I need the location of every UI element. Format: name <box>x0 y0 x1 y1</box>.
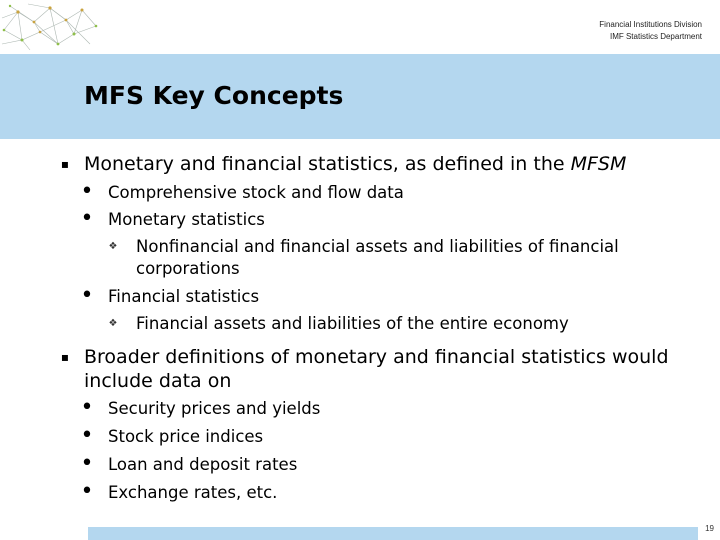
sub-sub-bullet-text: Nonfinancial and financial assets and liabilities of financial corporations <box>136 237 619 278</box>
sub-bullet-monetary <box>80 206 688 231</box>
round-bullet-icon: • <box>80 395 94 420</box>
sub-bullet-text: Security prices and yields <box>108 399 321 418</box>
bullet-text-italic: MFSM <box>570 153 627 175</box>
square-bullet-icon: ▪ <box>60 157 70 171</box>
bullet-broader-definitions <box>60 345 694 393</box>
network-globe-logo <box>0 0 100 52</box>
sub-bullet-text: Stock price indices <box>108 427 264 446</box>
footer-bar <box>88 527 698 540</box>
sub-bullet-exchange-rates <box>80 479 688 504</box>
bullet-mfs-definition <box>60 152 694 176</box>
sub-bullet-financial <box>80 283 688 308</box>
header-division: Financial Institutions Division <box>599 20 702 29</box>
slide-title: MFS Key Concepts <box>84 81 344 110</box>
bullet-text: Monetary and financial statistics, as defined in the <box>84 153 571 175</box>
diamond-bullet-icon: ❖ <box>108 241 118 252</box>
page-number: 19 <box>705 524 714 533</box>
header-org-info <box>599 19 702 43</box>
round-bullet-icon: • <box>80 423 94 448</box>
sub-sub-bullet-text: Financial assets and liabilities of the entire economy <box>136 314 569 333</box>
diamond-bullet-icon: ❖ <box>108 318 118 329</box>
sub-bullet-text: Monetary statistics <box>108 210 265 229</box>
header-department: IMF Statistics Department <box>609 32 702 41</box>
sub-sub-bullet-nonfinancial <box>108 236 681 280</box>
round-bullet-icon: • <box>80 283 94 308</box>
round-bullet-icon: • <box>80 206 94 231</box>
sub-bullet-security-prices <box>80 395 688 420</box>
round-bullet-icon: • <box>80 451 94 476</box>
sub-bullet-loan-deposit <box>80 451 688 476</box>
square-bullet-icon: ▪ <box>60 350 70 364</box>
sub-bullet-text: Loan and deposit rates <box>108 455 298 474</box>
round-bullet-icon: • <box>80 179 94 204</box>
sub-bullet-stock-indices <box>80 423 688 448</box>
round-bullet-icon: • <box>80 479 94 504</box>
sub-bullet-text: Financial statistics <box>108 287 260 306</box>
sub-bullet-text: Comprehensive stock and flow data <box>108 183 404 202</box>
sub-bullet-text: Exchange rates, etc. <box>108 483 278 502</box>
sub-sub-bullet-entire-economy <box>108 313 681 335</box>
sub-bullet-comprehensive <box>80 179 688 204</box>
bullet-text: Broader definitions of monetary and financial statistics would include data on <box>84 346 669 392</box>
